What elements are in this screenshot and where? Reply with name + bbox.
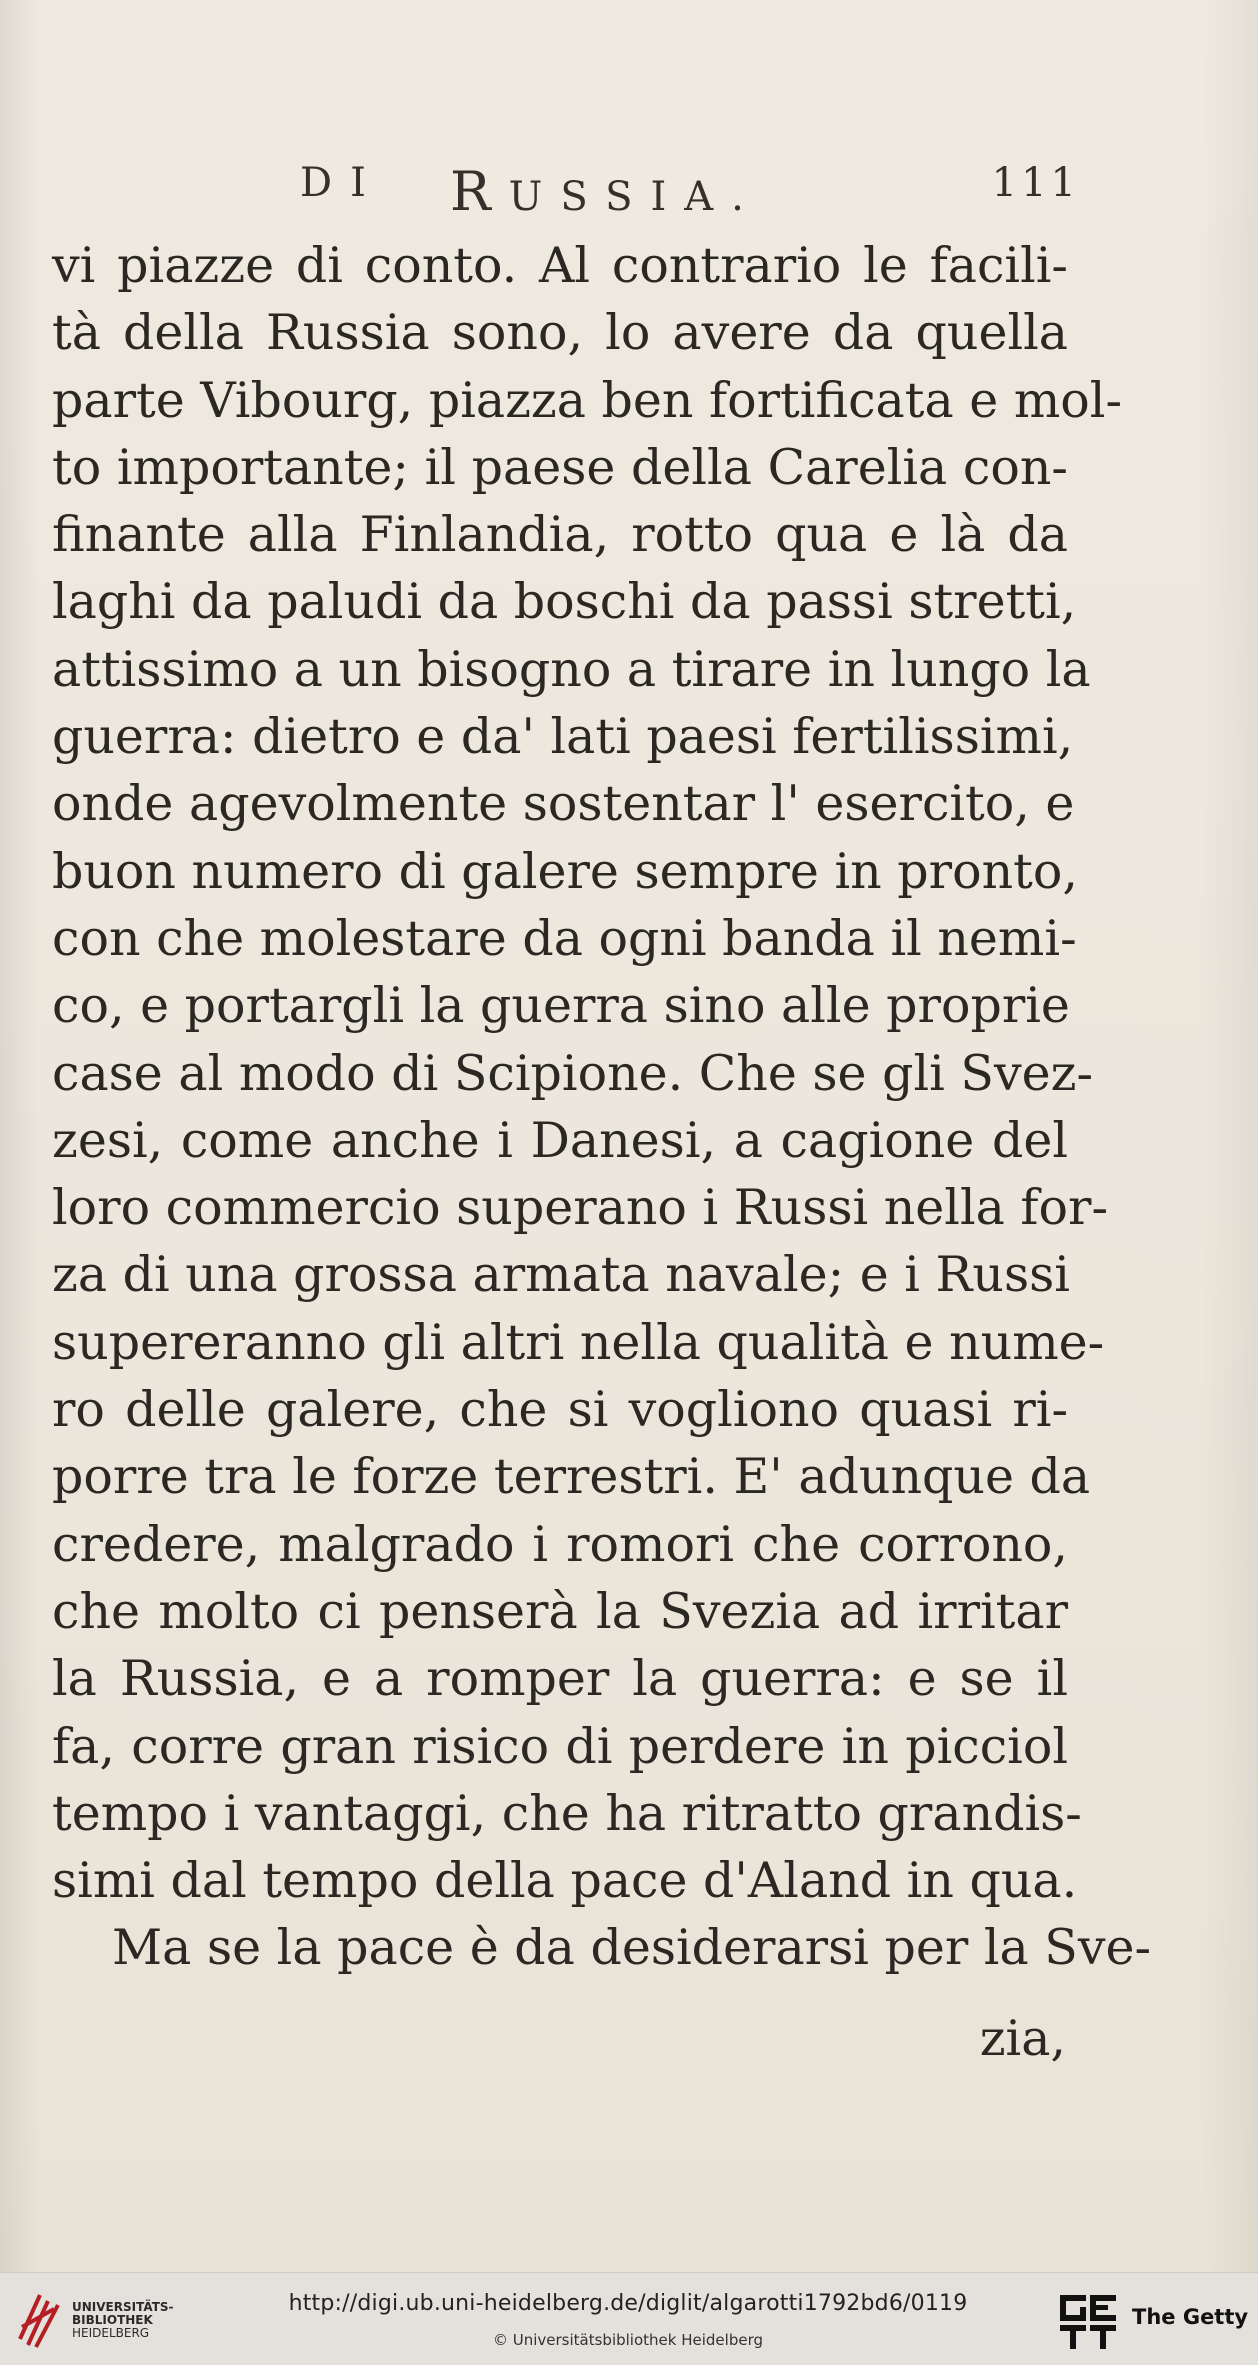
running-head-title <box>450 160 762 223</box>
institution-line: BIBLIOTHEK <box>72 2313 153 2327</box>
text-line: finante alla Finlandia, rotto qua e là da <box>52 506 1068 564</box>
running-head-title-rest: USSIA. <box>508 174 762 220</box>
text-line: loro commercio superano i Russi nella for- <box>52 1179 1109 1237</box>
text-line: parte Vibourg, piazza ben fortificata e mol- <box>52 371 1123 429</box>
getty-logo[interactable] <box>1058 2291 1258 2351</box>
body-text <box>52 232 1152 1982</box>
text-line: fa, corre gran risico di perdere in picciol <box>52 1717 1068 1775</box>
getty-name: The Getty <box>1132 2305 1249 2329</box>
catchword: zia, <box>979 2010 1066 2067</box>
ub-heidelberg-logo[interactable] <box>14 2287 244 2351</box>
copyright-notice: © Universitätsbibliothek Heidelberg <box>492 2331 763 2349</box>
footer-bar <box>0 2272 1258 2365</box>
text-line: za di una grossa armata navale; e i Russi <box>52 1246 1070 1304</box>
text-line: onde agevolmente sostentar l' esercito, e <box>52 775 1075 833</box>
text-line: zesi, come anche i Danesi, a cagione del <box>52 1111 1068 1169</box>
running-head-title-initial: R <box>450 160 509 223</box>
text-line: laghi da paludi da boschi da passi stretti, <box>52 573 1077 631</box>
running-head-left: DI <box>300 160 384 206</box>
text-line: attissimo a un bisogno a tirare in lungo la <box>52 640 1091 698</box>
text-line: simi dal tempo della pace d'Aland in qua. <box>52 1852 1078 1910</box>
text-line: tà della Russia sono, lo avere da quella <box>52 304 1068 362</box>
getty-emblem-icon <box>1058 2291 1120 2351</box>
text-line: ro delle galere, che si vogliono quasi ri- <box>52 1381 1068 1439</box>
text-line: case al modo di Scipione. Che se gli Svez- <box>52 1044 1094 1102</box>
institution-line: UNIVERSITÄTS- <box>72 2300 174 2314</box>
text-line: la Russia, e a romper la guerra: e se il <box>52 1650 1068 1708</box>
text-line: vi piazze di conto. Al contrario le facili- <box>52 237 1068 294</box>
text-line: co, e portargli la guerra sino alle proprie <box>52 977 1070 1035</box>
text-line: supereranno gli altri nella qualità e nume- <box>52 1313 1105 1371</box>
source-url-link[interactable]: http://digi.ub.uni-heidelberg.de/diglit/algarotti1792bd6/0119 <box>288 2291 968 2316</box>
institution-line: HEIDELBERG <box>72 2326 150 2340</box>
text-line: Ma se la pace è da desiderarsi per la Sve- <box>112 1919 1152 1977</box>
text-line: credere, malgrado i romori che corrono, <box>52 1515 1068 1573</box>
text-line: con che molestare da ogni banda il nemi- <box>52 909 1077 967</box>
text-line: guerra: dietro e da' lati paesi fertilissimi, <box>52 708 1074 766</box>
page-number: 111 <box>991 160 1080 206</box>
text-line: buon numero di galere sempre in pronto, <box>52 842 1078 900</box>
ub-emblem-icon <box>14 2287 66 2351</box>
text-line: tempo i vantaggi, che ha ritratto grandis- <box>52 1784 1082 1842</box>
text-line: to importante; il paese della Carelia con- <box>52 438 1068 496</box>
text-line: che molto ci penserà la Svezia ad irritar <box>52 1582 1068 1640</box>
running-head <box>300 160 1080 223</box>
text-line: porre tra le forze terrestri. E' adunque da <box>52 1448 1091 1506</box>
institution-name <box>72 2301 174 2340</box>
